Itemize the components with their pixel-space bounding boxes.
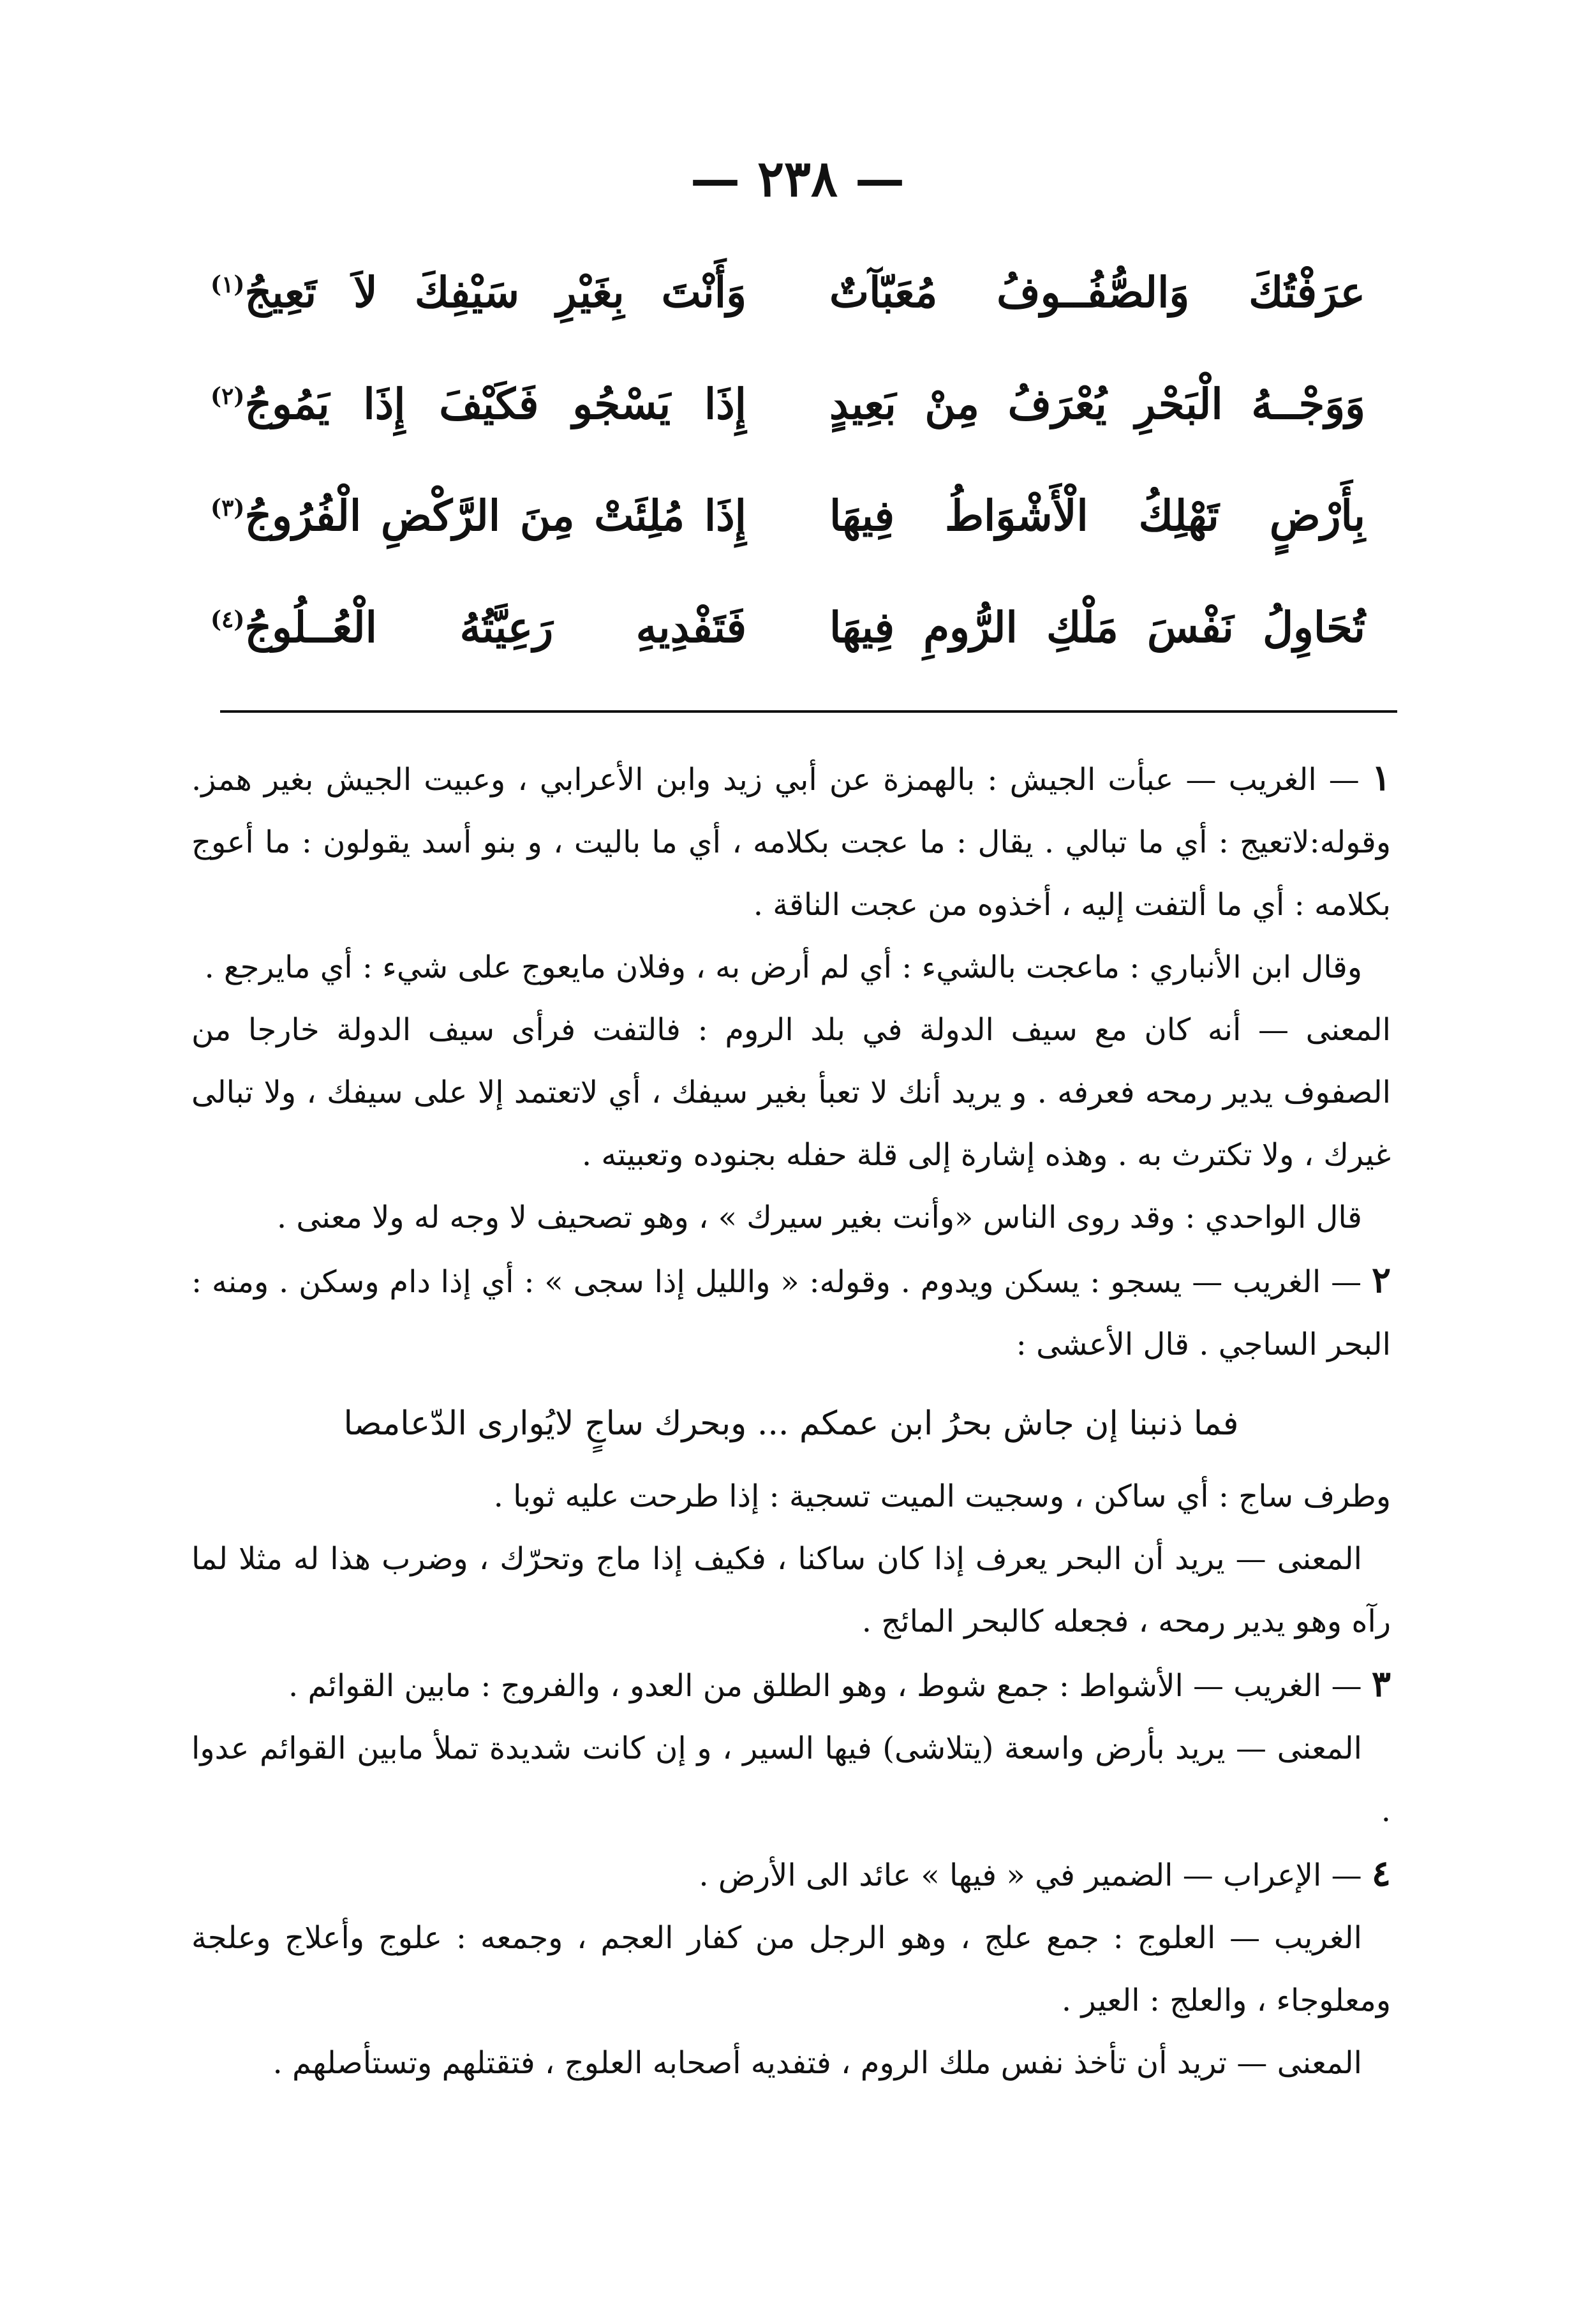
- verse-first-hemistich: بِأَرْضٍ تَهْلِكُ الْأَشْوَاطُ فِيهَا: [829, 490, 1365, 540]
- verse: [211, 236, 1365, 348]
- footnote-paragraph: المعنى — يريد أن البحر يعرف إذا كان ساكنا ، فكيف إذا ماج وتحرّك ، وضرب هذا له مثلا لما رآه وهو يدير رمحه ، فجعله كالبحر المائج .: [191, 1541, 1391, 1639]
- verse-second-text: إِذَا مُلِئَتْ مِنَ الرَّكْضِ الْفُرُوجُ: [244, 490, 746, 540]
- footnote-paragraph: [191, 1653, 1391, 1717]
- verse-first-hemistich: وَوَجْــهُ الْبَحْرِ يُعْرَفُ مِنْ بَعِيدٍ: [829, 378, 1365, 429]
- footnote-paragraph: وقال ابن الأنباري : ماعجت بالشيء : أي لم أرض به ، وفلان مايعوج على شيء : أي مايرجع .: [204, 950, 1362, 985]
- verse-second-hemistich: [211, 491, 746, 540]
- verse-second-text: فَتَفْدِيهِ رَعِيَّتُهُ الْعُــلُوجُ: [244, 602, 746, 652]
- verse: [211, 571, 1365, 683]
- footnote-marker: (٣): [211, 494, 245, 521]
- verse-first-hemistich: تُحَاوِلُ نَفْسَ مَلْكِ الرُّومِ فِيهَا: [829, 602, 1365, 652]
- footnote-marker: (١): [211, 271, 245, 298]
- verse-second-hemistich: [211, 267, 746, 317]
- footnote-number: ١: [1371, 757, 1391, 799]
- verse: [211, 348, 1365, 459]
- footnote-paragraph: قال الواحدي : وقد روى الناس «وأنت بغير سيرك » ، وهو تصحيف لا وجه له ولا معنى .: [276, 1200, 1362, 1235]
- verse-second-hemistich: [211, 602, 746, 652]
- poem: [211, 236, 1365, 683]
- verse-second-text: إِذَا يَسْجُو فَكَيْفَ إِذَا يَمُوجُ: [244, 378, 746, 429]
- quoted-verse: فما ذنبنا إن جاش بحرُ ابن عمكم ... وبحرك ساجٍ لايُوارى الدّعامصا: [343, 1404, 1239, 1443]
- footnote-paragraph: [191, 747, 1391, 936]
- footnote-paragraph: [191, 1249, 1391, 1376]
- footnotes: [191, 747, 1391, 2094]
- footnote-paragraph: المعنى — أنه كان مع سيف الدولة في بلد الروم : فالتفت فرأى سيف الدولة خارجا من الصفوف يدير رمحه فعرفه . و يريد أنك لا تعبأ بغير سيفك ، أي لاتعتمد إلا على سيفك ، ولا تبالى غيرك ، ولا تكترث به . وهذه إشارة إلى قلة حفله بجنوده وتعبيته .: [191, 1012, 1391, 1173]
- verse-first-hemistich: عرَفْتُكَ وَالصُّفُــوفُ مُعَبّآتٌ: [829, 267, 1365, 317]
- footnote-marker: (٤): [211, 606, 245, 633]
- footnote-paragraph: المعنى — تريد أن تأخذ نفس ملك الروم ، فتفديه أصحابه العلوج ، فتقتلهم وتستأصلهم .: [272, 2045, 1362, 2081]
- footnote-number: ٣: [1371, 1663, 1391, 1705]
- footnote-paragraph: [191, 1842, 1391, 1907]
- footnote-text: — الغريب — عبأت الجيش : بالهمزة عن أبي زيد وابن الأعرابي ، وعبيت الجيش بغير همز. وقوله:لاتعيج : أي ما تبالي . يقال : ما عجت بكلامه ، أي ما باليت ، و بنو أسد يقولون : ما أعوج بكلامه : أي ما ألتفت إليه ، أخذوه من عجت الناقة .: [191, 762, 1391, 923]
- footnote-marker: (٢): [211, 382, 245, 410]
- footnote-paragraph: الغريب — العلوج : جمع علج ، وهو الرجل من كفار العجم ، وجمعه : علوج وأعلاج وعلجة ومعلوجاء ، والعلج : العير .: [191, 1920, 1391, 2018]
- footnote-text: — الإعراب — الضمير في « فيها » عائد الى الأرض .: [699, 1858, 1362, 1893]
- verse: [211, 459, 1365, 571]
- footnote-divider: [220, 710, 1397, 713]
- footnote-text: — الغريب — يسجو : يسكن ويدوم . وقوله: « والليل إذا سجى » : أي إذا دام وسكن . ومنه : البحر الساجي . قال الأعشى :: [191, 1264, 1391, 1362]
- footnote-text: — الغريب — الأشواط : جمع شوط ، وهو الطلق من العدو ، والفروج : مابين القوائم .: [288, 1668, 1362, 1704]
- footnote-paragraph: وطرف ساج : أي ساكن ، وسجيت الميت تسجية : إذا طرحت عليه ثوبا .: [493, 1479, 1391, 1514]
- verse-second-hemistich: [211, 379, 746, 429]
- footnote-number: ٤: [1371, 1852, 1391, 1895]
- verse-second-text: وَأَنْتَ بِغَيْرِ سَيْفِكَ لاَ تَعِيجُ: [244, 267, 746, 317]
- page-number: — ٢٣٨ —: [690, 150, 905, 208]
- footnote-number: ٢: [1371, 1259, 1391, 1301]
- footnote-paragraph: المعنى — يريد بأرض واسعة (يتلاشى) فيها السير ، و إن كانت شديدة تملأ مابين القوائم عدوا .: [191, 1731, 1391, 1829]
